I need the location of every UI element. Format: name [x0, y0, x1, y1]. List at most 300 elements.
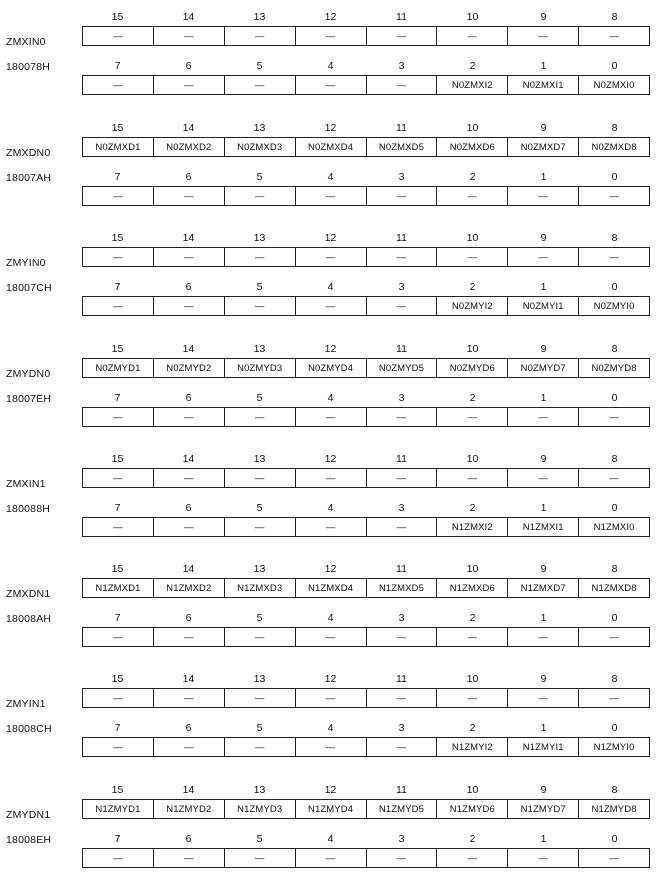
bit-number: 8 — [611, 453, 618, 465]
register-address: 18007AH — [6, 172, 52, 184]
bit-field-cell: N0ZMXD8 — [591, 141, 637, 153]
bit-field-cell: — — [225, 518, 296, 536]
bit-field-cell: — — [225, 408, 296, 426]
low-bit-fields — [82, 737, 650, 757]
low-bit-numbers — [82, 170, 650, 184]
low-bit-numbers — [82, 611, 650, 625]
bit-number: 8 — [611, 673, 618, 685]
bit-field-cell: N1ZMYD7 — [508, 800, 579, 818]
register-address: 18008CH — [6, 723, 52, 735]
bit-number: 0 — [611, 281, 618, 293]
bit-field-cell: — — [83, 849, 154, 867]
register-address: 180088H — [6, 503, 51, 515]
bit-number: 12 — [324, 784, 337, 796]
bit-number: 9 — [540, 453, 547, 465]
bit-number: 2 — [469, 722, 476, 734]
bit-number: 12 — [324, 11, 337, 23]
low-bit-numbers — [82, 391, 650, 405]
bit-number: 13 — [253, 673, 266, 685]
bit-field-cell: N0ZMXD6 — [437, 138, 508, 156]
low-bit-fields — [82, 296, 650, 316]
bit-number: 5 — [256, 502, 263, 514]
bit-number: 2 — [469, 833, 476, 845]
bit-field-cell: N1ZMYI2 — [437, 738, 508, 756]
bit-number: 15 — [111, 343, 124, 355]
bit-field-cell: N0ZMYD7 — [508, 359, 579, 377]
bit-field-cell: — — [609, 852, 619, 864]
bit-number: 12 — [324, 453, 337, 465]
bit-number: 10 — [466, 11, 479, 23]
bit-number: 15 — [111, 122, 124, 134]
bit-number: 0 — [611, 502, 618, 514]
register-block — [0, 558, 670, 664]
bit-number: 14 — [182, 343, 195, 355]
bit-field-cell: — — [437, 408, 508, 426]
register-name: ZMYDN0 — [6, 368, 51, 380]
bit-number: 14 — [182, 122, 195, 134]
bit-field-cell: N1ZMYD4 — [296, 800, 367, 818]
bit-number: 5 — [256, 722, 263, 734]
high-bit-fields — [82, 137, 650, 157]
bit-field-cell: — — [296, 738, 367, 756]
bit-field-cell: — — [367, 76, 438, 94]
bit-field-cell: N1ZMXD7 — [508, 579, 579, 597]
bit-field-cell: N1ZMXI2 — [437, 518, 508, 536]
bit-number: 8 — [611, 563, 618, 575]
bit-number: 11 — [396, 784, 407, 796]
bit-number: 6 — [185, 612, 192, 624]
bit-field-cell: — — [296, 248, 367, 266]
bit-field-cell: — — [367, 27, 438, 45]
low-bit-fields — [82, 75, 650, 95]
bit-field-cell: N0ZMXD3 — [225, 138, 296, 156]
bit-field-cell: — — [83, 248, 154, 266]
bit-number: 10 — [466, 673, 479, 685]
register-block — [0, 779, 670, 885]
bit-number: 3 — [398, 60, 405, 72]
register-name: ZMXIN1 — [6, 478, 46, 490]
bit-number: 5 — [256, 60, 263, 72]
register-name: ZMXDN0 — [6, 147, 51, 159]
bit-field-cell: N1ZMYD1 — [83, 800, 154, 818]
bit-field-cell: — — [296, 408, 367, 426]
bit-number: 1 — [540, 171, 547, 183]
bit-number: 10 — [466, 122, 479, 134]
bit-field-cell: — — [437, 689, 508, 707]
low-bit-fields — [82, 407, 650, 427]
bit-number: 6 — [185, 171, 192, 183]
bit-field-cell: — — [508, 469, 579, 487]
low-bit-fields — [82, 517, 650, 537]
bit-number: 1 — [540, 612, 547, 624]
bit-number: 12 — [324, 343, 337, 355]
bit-number: 14 — [182, 784, 195, 796]
low-bit-numbers — [82, 501, 650, 515]
low-bit-numbers — [82, 832, 650, 846]
bit-number: 5 — [256, 612, 263, 624]
bit-field-cell: — — [154, 518, 225, 536]
bit-field-cell: — — [437, 469, 508, 487]
bit-number: 0 — [611, 722, 618, 734]
bit-field-cell: — — [367, 628, 438, 646]
bit-number: 5 — [256, 281, 263, 293]
bit-number: 2 — [469, 281, 476, 293]
high-bit-fields — [82, 358, 650, 378]
bit-field-cell: N1ZMXD1 — [83, 579, 154, 597]
bit-number: 13 — [253, 232, 266, 244]
bit-field-cell: — — [437, 849, 508, 867]
bit-field-cell: N1ZMYD3 — [225, 800, 296, 818]
bit-number: 10 — [466, 453, 479, 465]
bit-field-cell: — — [154, 27, 225, 45]
bit-number: 2 — [469, 171, 476, 183]
bit-field-cell: N1ZMXD3 — [225, 579, 296, 597]
bit-number: 4 — [327, 722, 334, 734]
bit-field-cell: N0ZMXD2 — [154, 138, 225, 156]
high-bit-numbers — [82, 10, 650, 24]
register-address: 18007CH — [6, 282, 52, 294]
bit-number: 3 — [398, 833, 405, 845]
bit-field-cell: — — [508, 628, 579, 646]
register-block — [0, 448, 670, 554]
bit-field-cell: — — [154, 849, 225, 867]
bit-number: 4 — [327, 612, 334, 624]
high-bit-numbers — [82, 672, 650, 686]
register-name: ZMXDN1 — [6, 588, 51, 600]
bit-number: 6 — [185, 722, 192, 734]
bit-field-cell: N0ZMYD6 — [437, 359, 508, 377]
bit-field-cell: — — [609, 251, 619, 263]
bit-field-cell: — — [508, 849, 579, 867]
bit-field-cell: — — [154, 297, 225, 315]
bit-field-cell: — — [367, 738, 438, 756]
bit-number: 6 — [185, 502, 192, 514]
bit-number: 9 — [540, 343, 547, 355]
bit-number: 9 — [540, 122, 547, 134]
bit-field-cell: N0ZMYI2 — [437, 297, 508, 315]
bit-field-cell: N0ZMYI0 — [593, 300, 635, 312]
register-block — [0, 668, 670, 774]
bit-field-cell: — — [296, 628, 367, 646]
bit-number: 15 — [111, 563, 124, 575]
bit-field-cell: N1ZMYI0 — [593, 741, 635, 753]
bit-number: 2 — [469, 502, 476, 514]
bit-field-cell: — — [609, 472, 619, 484]
bit-field-cell: N0ZMYI1 — [508, 297, 579, 315]
bit-number: 14 — [182, 453, 195, 465]
high-bit-fields — [82, 26, 650, 46]
bit-field-cell: N0ZMYD5 — [367, 359, 438, 377]
bit-field-cell: — — [83, 738, 154, 756]
bit-field-cell: — — [225, 297, 296, 315]
bit-number: 3 — [398, 612, 405, 624]
bit-number: 5 — [256, 171, 263, 183]
bit-number: 13 — [253, 453, 266, 465]
bit-number: 14 — [182, 232, 195, 244]
bit-number: 8 — [611, 343, 618, 355]
register-address: 18008AH — [6, 613, 52, 625]
bit-field-cell: — — [609, 411, 619, 423]
bit-number: 9 — [540, 11, 547, 23]
bit-number: 0 — [611, 171, 618, 183]
bit-number: 10 — [466, 563, 479, 575]
bit-number: 1 — [540, 392, 547, 404]
bit-number: 9 — [540, 232, 547, 244]
bit-field-cell: N1ZMXD2 — [154, 579, 225, 597]
bit-field-cell: — — [225, 849, 296, 867]
high-bit-fields — [82, 468, 650, 488]
bit-field-cell: — — [367, 187, 438, 205]
bit-field-cell: — — [154, 76, 225, 94]
bit-field-cell: — — [609, 190, 619, 202]
high-bit-fields — [82, 799, 650, 819]
bit-field-cell: N0ZMXI1 — [508, 76, 579, 94]
bit-number: 3 — [398, 502, 405, 514]
bit-field-cell: — — [225, 248, 296, 266]
high-bit-numbers — [82, 783, 650, 797]
bit-field-cell: N1ZMXD8 — [591, 582, 637, 594]
bit-field-cell: — — [508, 689, 579, 707]
bit-field-cell: — — [83, 408, 154, 426]
bit-field-cell: N1ZMYD8 — [591, 803, 637, 815]
bit-field-cell: — — [296, 518, 367, 536]
register-name: ZMYIN1 — [6, 698, 46, 710]
bit-field-cell: N0ZMYD8 — [591, 362, 637, 374]
bit-field-cell: N0ZMXI0 — [593, 79, 635, 91]
bit-field-cell: — — [225, 187, 296, 205]
bit-number: 5 — [256, 833, 263, 845]
bit-field-cell: — — [83, 27, 154, 45]
bit-number: 15 — [111, 232, 124, 244]
bit-number: 8 — [611, 232, 618, 244]
bit-field-cell: N1ZMYD2 — [154, 800, 225, 818]
bit-field-cell: — — [296, 689, 367, 707]
bit-field-cell: — — [83, 76, 154, 94]
bit-field-cell: N1ZMYD6 — [437, 800, 508, 818]
bit-number: 12 — [324, 673, 337, 685]
bit-number: 1 — [540, 833, 547, 845]
low-bit-fields — [82, 186, 650, 206]
high-bit-numbers — [82, 562, 650, 576]
bit-field-cell: — — [154, 469, 225, 487]
low-bit-fields — [82, 627, 650, 647]
bit-field-cell: — — [83, 689, 154, 707]
bit-number: 12 — [324, 122, 337, 134]
bit-field-cell: — — [508, 187, 579, 205]
bit-field-cell: — — [225, 689, 296, 707]
bit-number: 4 — [327, 60, 334, 72]
bit-number: 6 — [185, 281, 192, 293]
bit-field-cell: — — [154, 408, 225, 426]
bit-field-cell: N0ZMXI2 — [437, 76, 508, 94]
bit-field-cell: — — [437, 187, 508, 205]
bit-number: 6 — [185, 392, 192, 404]
bit-field-cell: — — [296, 187, 367, 205]
bit-field-cell: — — [367, 408, 438, 426]
bit-number: 7 — [114, 171, 121, 183]
bit-number: 1 — [540, 60, 547, 72]
high-bit-numbers — [82, 342, 650, 356]
bit-number: 13 — [253, 563, 266, 575]
bit-field-cell: N0ZMXD5 — [367, 138, 438, 156]
high-bit-numbers — [82, 121, 650, 135]
bit-number: 14 — [182, 11, 195, 23]
bit-number: 0 — [611, 612, 618, 624]
bit-field-cell: — — [367, 248, 438, 266]
bit-number: 14 — [182, 563, 195, 575]
high-bit-fields — [82, 578, 650, 598]
bit-number: 15 — [111, 453, 124, 465]
bit-field-cell: N0ZMXD4 — [296, 138, 367, 156]
bit-number: 10 — [466, 232, 479, 244]
bit-number: 7 — [114, 281, 121, 293]
bit-number: 9 — [540, 673, 547, 685]
bit-number: 3 — [398, 392, 405, 404]
register-address: 18007EH — [6, 393, 52, 405]
high-bit-numbers — [82, 452, 650, 466]
bit-number: 13 — [253, 122, 266, 134]
bit-field-cell: N0ZMXD1 — [83, 138, 154, 156]
bit-field-cell: N1ZMXI1 — [508, 518, 579, 536]
bit-field-cell: — — [83, 518, 154, 536]
bit-number: 0 — [611, 60, 618, 72]
register-name: ZMXIN0 — [6, 36, 46, 48]
bit-field-cell: — — [609, 30, 619, 42]
bit-field-cell: — — [154, 187, 225, 205]
bit-number: 11 — [396, 673, 407, 685]
bit-number: 13 — [253, 784, 266, 796]
bit-number: 11 — [396, 122, 407, 134]
bit-number: 4 — [327, 502, 334, 514]
bit-number: 8 — [611, 11, 618, 23]
bit-field-cell: — — [296, 76, 367, 94]
bit-number: 9 — [540, 563, 547, 575]
bit-number: 2 — [469, 612, 476, 624]
bit-field-cell: — — [609, 631, 619, 643]
bit-number: 0 — [611, 833, 618, 845]
bit-number: 9 — [540, 784, 547, 796]
register-address: 180078H — [6, 61, 51, 73]
bit-number: 7 — [114, 833, 121, 845]
register-block — [0, 227, 670, 333]
bit-field-cell: N0ZMYD1 — [83, 359, 154, 377]
bit-number: 13 — [253, 343, 266, 355]
bit-number: 6 — [185, 833, 192, 845]
bit-field-cell: — — [225, 76, 296, 94]
bit-field-cell: — — [367, 849, 438, 867]
bit-number: 7 — [114, 392, 121, 404]
register-address: 18008EH — [6, 834, 52, 846]
bit-field-cell: N1ZMXD5 — [367, 579, 438, 597]
bit-field-cell: — — [609, 692, 619, 704]
bit-number: 11 — [396, 453, 407, 465]
bit-field-cell: N1ZMYI1 — [508, 738, 579, 756]
low-bit-numbers — [82, 280, 650, 294]
bit-field-cell: — — [296, 297, 367, 315]
bit-field-cell: — — [83, 469, 154, 487]
bit-field-cell: — — [508, 248, 579, 266]
bit-number: 5 — [256, 392, 263, 404]
bit-field-cell: — — [83, 187, 154, 205]
bit-number: 12 — [324, 232, 337, 244]
bit-number: 1 — [540, 281, 547, 293]
bit-field-cell: — — [437, 248, 508, 266]
bit-number: 11 — [396, 11, 407, 23]
bit-field-cell: — — [225, 27, 296, 45]
bit-field-cell: — — [296, 27, 367, 45]
bit-field-cell: — — [225, 628, 296, 646]
bit-field-cell: N0ZMYD3 — [225, 359, 296, 377]
bit-field-cell: — — [225, 469, 296, 487]
bit-field-cell: — — [367, 469, 438, 487]
bit-number: 1 — [540, 502, 547, 514]
register-block — [0, 6, 670, 112]
bit-number: 15 — [111, 784, 124, 796]
bit-number: 12 — [324, 563, 337, 575]
bit-field-cell: N1ZMXD4 — [296, 579, 367, 597]
bit-number: 11 — [396, 563, 407, 575]
register-name: ZMYIN0 — [6, 257, 46, 269]
bit-field-cell: N1ZMXD6 — [437, 579, 508, 597]
bit-number: 15 — [111, 673, 124, 685]
bit-number: 3 — [398, 722, 405, 734]
low-bit-numbers — [82, 59, 650, 73]
low-bit-fields — [82, 848, 650, 868]
bit-field-cell: — — [225, 738, 296, 756]
bit-number: 8 — [611, 784, 618, 796]
bit-field-cell: N0ZMYD2 — [154, 359, 225, 377]
bit-field-cell: — — [437, 628, 508, 646]
bit-number: 7 — [114, 502, 121, 514]
bit-field-cell: N1ZMXI0 — [593, 521, 635, 533]
bit-field-cell: — — [83, 297, 154, 315]
bit-number: 8 — [611, 122, 618, 134]
low-bit-numbers — [82, 721, 650, 735]
bit-number: 11 — [396, 232, 407, 244]
bit-number: 11 — [396, 343, 407, 355]
high-bit-fields — [82, 247, 650, 267]
bit-number: 13 — [253, 11, 266, 23]
bit-field-cell: — — [154, 628, 225, 646]
bit-field-cell: N0ZMXD7 — [508, 138, 579, 156]
bit-number: 2 — [469, 392, 476, 404]
bit-field-cell: — — [367, 297, 438, 315]
bit-number: 3 — [398, 171, 405, 183]
bit-number: 7 — [114, 722, 121, 734]
bit-number: 10 — [466, 343, 479, 355]
bit-field-cell: — — [154, 689, 225, 707]
bit-field-cell: N1ZMYD5 — [367, 800, 438, 818]
bit-field-cell: — — [367, 689, 438, 707]
bit-field-cell: N0ZMYD4 — [296, 359, 367, 377]
bit-field-cell: — — [154, 738, 225, 756]
bit-number: 4 — [327, 833, 334, 845]
bit-field-cell: — — [83, 628, 154, 646]
bit-field-cell: — — [296, 469, 367, 487]
bit-number: 4 — [327, 281, 334, 293]
bit-number: 7 — [114, 60, 121, 72]
bit-field-cell: — — [296, 849, 367, 867]
bit-field-cell: — — [154, 248, 225, 266]
bit-number: 0 — [611, 392, 618, 404]
bit-number: 14 — [182, 673, 195, 685]
register-block — [0, 117, 670, 223]
bit-number: 1 — [540, 722, 547, 734]
bit-number: 10 — [466, 784, 479, 796]
bit-number: 7 — [114, 612, 121, 624]
bit-number: 6 — [185, 60, 192, 72]
high-bit-numbers — [82, 231, 650, 245]
